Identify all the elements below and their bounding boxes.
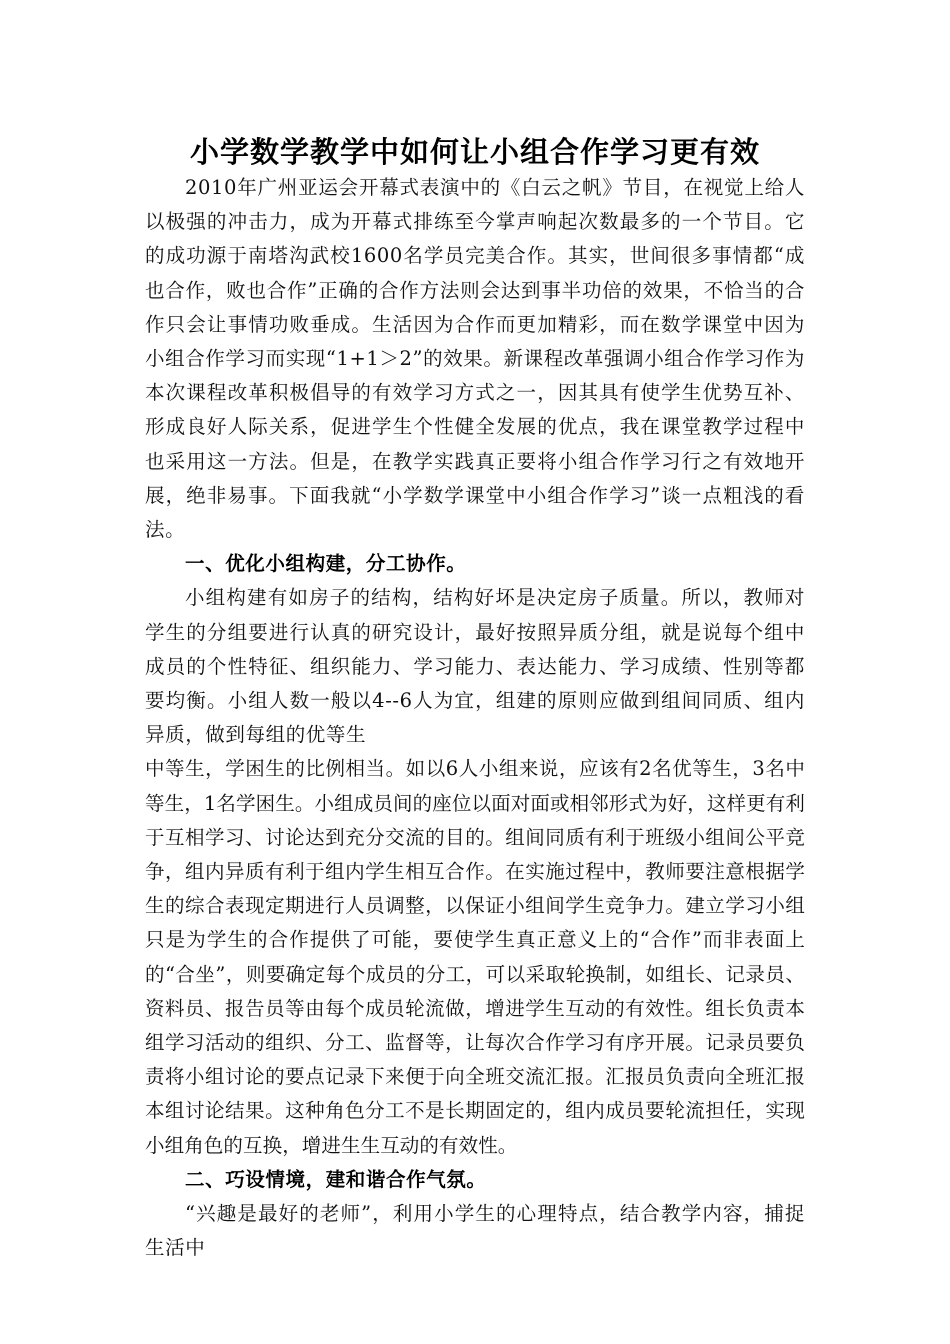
section1-paragraph-b: 中等生，学困生的比例相当。如以6人小组来说，应该有2名优等生，3名中等生，1名学困生。小组成员间的座位以面对面或相邻形式为好，这样更有利于互相学习、讨论达到充分交流的目的。组间同质有利于班级小组间公平竞争，组内异质有利于组内学生相互合作。在实施过程中，教师要注意根据学生的综合表现定期进行人员调整，以保证小组间学生竞争力。建立学习小组只是为学生的合作提供了可能，要使学生真正意义上的“合作”而非表面上的“合坐”，则要确定每个成员的分工，可以采取轮换制，如组长、记录员、资料员、报告员等由每个成员轮流做，增进学生互动的有效性。组长负责本组学习活动的组织、分工、监督等，让每次合作学习有序开展。记录员要负责将小组讨论的要点记录下来便于向全班交流汇报。汇报员负责向全班汇报本组讨论结果。这种角色分工不是长期固定的，组内成员要轮流担任，实现小组角色的互换，增进生生互动的有效性。: [145, 757, 805, 1157]
section-heading-1: 一、优化小组构建，分工协作。: [185, 552, 467, 576]
section2-paragraph: “兴趣是最好的老师”，利用小学生的心理特点，结合教学内容，捕捉生活中: [145, 1202, 805, 1260]
document-body: [145, 171, 805, 1266]
section-heading-2: 二、巧设情境，建和谐合作气氛。: [185, 1167, 487, 1191]
document-title: 小学数学教学中如何让小组合作学习更有效: [189, 135, 760, 169]
intro-paragraph: 2010年广州亚运会开幕式表演中的《白云之帆》节目，在视觉上给人以极强的冲击力，成为开幕式排练至今掌声响起次数最多的一个节目。它的成功源于南塔沟武校1600名学员完美合作。其实，世间很多事情都“成也合作，败也合作”正确的合作方法则会达到事半功倍的效果，不恰当的合作只会让事情功败垂成。生活因为合作而更加精彩，而在数学课堂中因为小组合作学习而实现“1+1＞2”的效果。新课程改革强调小组合作学习作为本次课程改革积极倡导的有效学习方式之一，因其具有使学生优势互补、形成良好人际关系，促进学生个性健全发展的优点，我在课堂教学过程中也采用这一方法。但是，在教学实践真正要将小组合作学习行之有效地开展，绝非易事。下面我就“小学数学课堂中小组合作学习”谈一点粗浅的看法。: [145, 176, 805, 542]
section1-paragraph-a: 小组构建有如房子的结构，结构好坏是决定房子质量。所以，教师对学生的分组要进行认真的研究设计，最好按照异质分组，就是说每个组中成员的个性特征、组织能力、学习能力、表达能力、学习成绩、性别等都要均衡。小组人数一般以4--6人为宜，组建的原则应做到组间同质、组内异质，做到每组的优等生: [145, 586, 805, 747]
